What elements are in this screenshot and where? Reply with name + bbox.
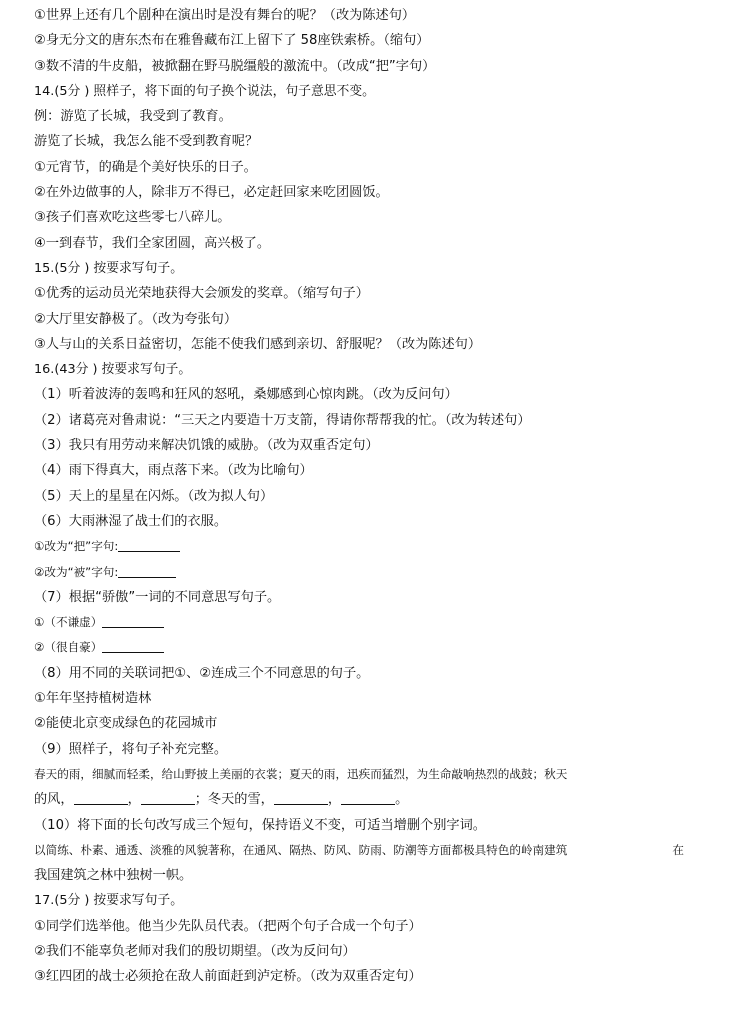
text-line: ①优秀的运动员光荣地获得大会颁发的奖章。（缩写句子） bbox=[34, 286, 369, 302]
text-line: ④一到春节，我们全家团圆，高兴极了。 bbox=[34, 235, 271, 251]
text-line: ②身无分文的唐东杰布在雅鲁藏布江上留下了 58座铁索桥。（缩句） bbox=[34, 33, 430, 49]
answer-blank[interactable] bbox=[341, 789, 395, 805]
text-line: ③红四团的战士必须抢在敌人前面赶到泸定桥。（改为双重否定句） bbox=[34, 969, 422, 985]
answer-blank[interactable] bbox=[102, 637, 164, 653]
long-sentence-line bbox=[34, 838, 714, 863]
fill-label: ①（不谦虚） bbox=[34, 615, 103, 630]
text-line: （6）大雨淋湿了战士们的衣服。 bbox=[34, 513, 228, 529]
answer-blank[interactable] bbox=[141, 789, 195, 805]
fill-label: ①改为“把”字句: bbox=[34, 539, 119, 554]
fill-separator: ， bbox=[127, 792, 141, 808]
fill-line-q9 bbox=[34, 787, 714, 812]
fill-label: ②（很自豪） bbox=[34, 640, 103, 655]
fill-line-ba bbox=[34, 534, 714, 559]
fill-label: 的风， bbox=[34, 792, 74, 808]
fill-line-q7a bbox=[34, 610, 714, 635]
text-line: ①世界上还有几个剧种在演出时是没有舞台的呢？（改为陈述句） bbox=[34, 8, 416, 23]
text-line: 春天的雨，细腻而轻柔，给山野披上美丽的衣裳；夏天的雨，迅疾而猛烈，为生命敲响热烈的战鼓；秋天 bbox=[34, 766, 568, 781]
fill-separator: 。 bbox=[395, 792, 409, 808]
answer-blank[interactable] bbox=[102, 612, 164, 628]
text-line: ②能使北京变成绿色的花园城市 bbox=[34, 716, 218, 732]
fill-label: ②改为“被”字句: bbox=[34, 564, 119, 579]
text-line: （2）诸葛亮对鲁肃说：“三天之内要造十万支箭，得请你帮帮我的忙。（改为转述句） bbox=[34, 412, 531, 428]
text-line: （4）雨下得真大，雨点落下来。（改为比喻句） bbox=[34, 463, 313, 479]
text-line: （5）天上的星星在闪烁。（改为拟人句） bbox=[34, 488, 274, 504]
text-line: ③孩子们喜欢吃这些零七八碎儿。 bbox=[34, 210, 231, 226]
text-line: ②在外边做事的人，除非万不得已，必定赶回家来吃团圆饭。 bbox=[34, 185, 389, 201]
text-line: ①元宵节，的确是个美好快乐的日子。 bbox=[34, 159, 257, 175]
text-line: ①同学们选举他。他当少先队员代表。（把两个句子合成一个句子） bbox=[34, 918, 422, 934]
text-line: ①年年坚持植树造林 bbox=[34, 691, 152, 707]
text-line: 例：游览了长城，我受到了教育。 bbox=[34, 109, 232, 125]
long-sentence-tail: 在 bbox=[672, 842, 684, 857]
fill-line-bei bbox=[34, 560, 714, 585]
text-line: （7）根据“骄傲”一词的不同意思写句子。 bbox=[34, 589, 281, 605]
question-heading: 15.(5分 ) 按要求写句子。 bbox=[34, 260, 183, 276]
long-sentence: 以简练、朴素、通透、淡雅的风貌著称，在通风、隔热、防风、防雨、防潮等方面都极具特色的岭南建筑 bbox=[34, 842, 568, 857]
text-line: ②我们不能辜负老师对我们的殷切期望。（改为反问句） bbox=[34, 943, 356, 959]
text-line: （3）我只有用劳动来解决饥饿的威胁。（改为双重否定句） bbox=[34, 438, 379, 454]
text-line: 游览了长城，我怎么能不受到教育呢？ bbox=[34, 134, 259, 150]
text-line: （9）照样子，将句子补充完整。 bbox=[34, 741, 228, 757]
answer-blank[interactable] bbox=[274, 789, 328, 805]
text-line: ③数不清的牛皮船，被掀翻在野马脱缰般的激流中。（改成“把”字句） bbox=[34, 58, 436, 74]
answer-blank[interactable] bbox=[118, 536, 180, 552]
text-line: ②大厅里安静极了。（改为夸张句） bbox=[34, 311, 238, 327]
text-line: （10）将下面的长句改写成三个短句，保持语义不变，可适当增删个别字词。 bbox=[34, 817, 486, 833]
answer-blank[interactable] bbox=[74, 789, 128, 805]
text-line: （8）用不同的关联词把①、②连成三个不同意思的句子。 bbox=[34, 665, 370, 681]
text-line: （1）听着波涛的轰鸣和狂风的怒吼，桑娜感到心惊肉跳。（改为反问句） bbox=[34, 387, 458, 403]
text-line: ③人与山的关系日益密切，怎能不使我们感到亲切、舒服呢？（改为陈述句） bbox=[34, 336, 482, 352]
fill-line-q7b bbox=[34, 635, 714, 660]
worksheet-page bbox=[34, 3, 714, 990]
question-heading: 16.(43分 ) 按要求写句子。 bbox=[34, 362, 192, 378]
answer-blank[interactable] bbox=[118, 562, 176, 578]
fill-separator: ；冬天的雪， bbox=[194, 792, 274, 808]
question-heading: 17.(5分 ) 按要求写句子。 bbox=[34, 893, 183, 909]
text-line: 我国建筑之林中独树一帜。 bbox=[34, 868, 193, 884]
question-heading: 14.(5分 ) 照样子，将下面的句子换个说法，句子意思不变。 bbox=[34, 83, 375, 99]
fill-separator: ， bbox=[327, 792, 342, 808]
